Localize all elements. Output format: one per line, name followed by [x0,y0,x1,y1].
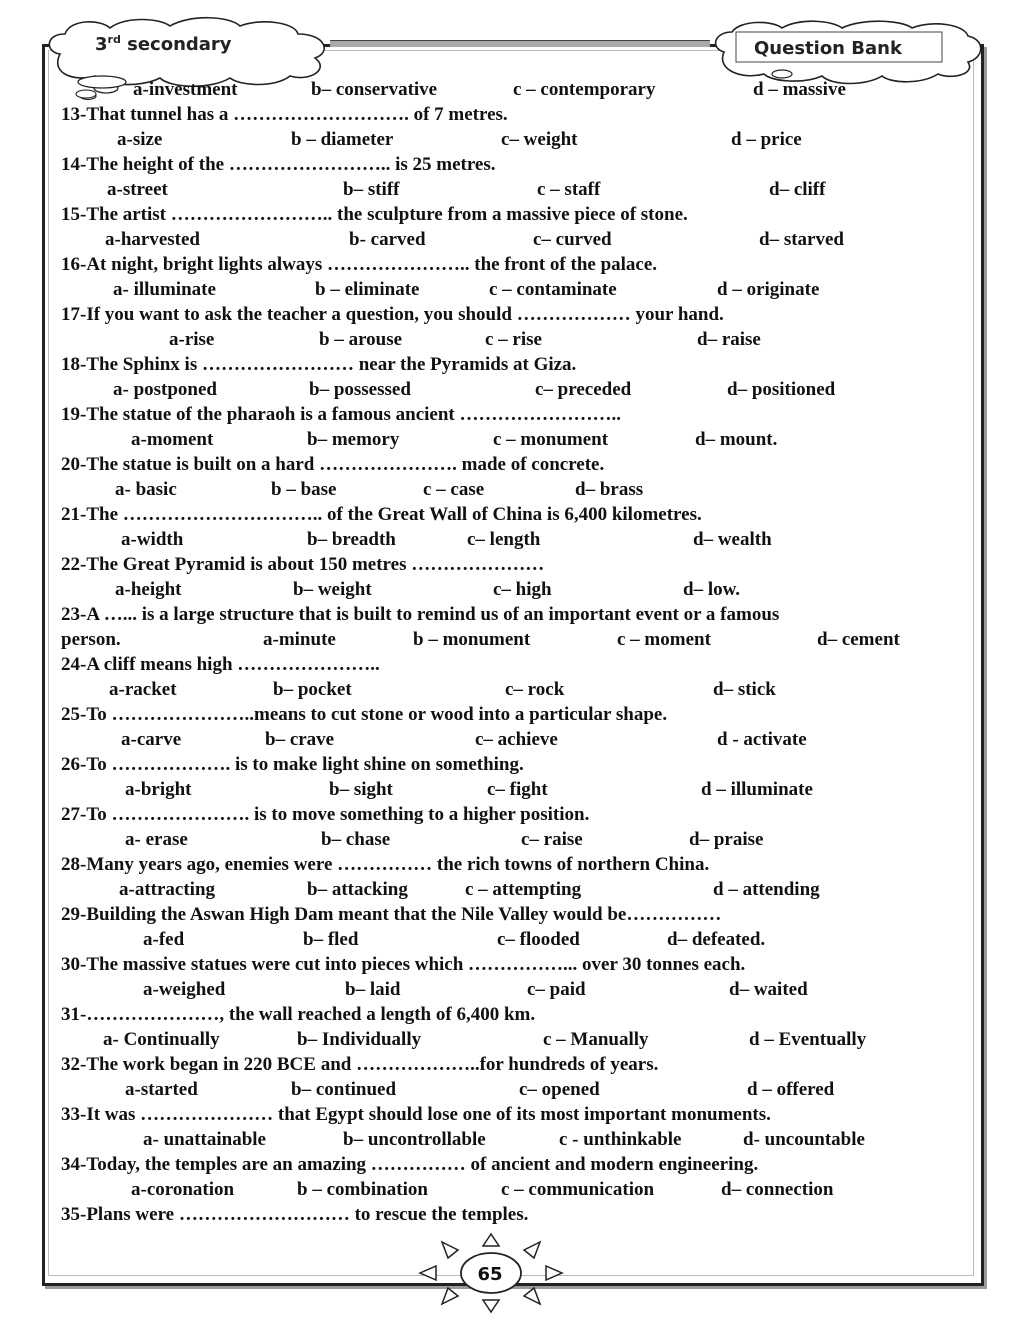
option-d[interactable]: d– praise [689,829,764,850]
option-b[interactable]: b – monument [413,629,531,650]
option-a[interactable]: a-width [121,529,184,550]
option-d[interactable]: d - activate [717,729,807,750]
grade-label: 3rd secondary [95,33,232,55]
option-b[interactable]: b– weight [293,579,372,600]
options-row [61,127,941,152]
question-text: 32-The work began in 220 BCE and ………………..for hundreds of years. [61,1054,659,1075]
option-d[interactable]: d– stick [713,679,776,700]
option-a[interactable]: a-weighed [143,979,226,1000]
option-c[interactable]: c - unthinkable [559,1129,682,1150]
option-b[interactable]: b– Individually [297,1029,422,1050]
question-text: 27-To …………………. is to move something to a higher position. [61,804,590,825]
option-b[interactable]: b- carved [349,229,426,250]
option-a[interactable]: a- postponed [113,379,217,400]
option-d[interactable]: d– mount. [695,429,778,450]
question-text: 30-The massive statues were cut into pieces which ……………... over 30 tonnes each. [61,954,746,975]
option-d[interactable]: d – offered [747,1079,835,1100]
question-text: 33-It was ………………… that Egypt should lose one of its most important monuments. [61,1104,771,1125]
option-a[interactable]: a-rise [169,329,215,350]
options-row [61,527,941,552]
question-text: 34-Today, the temples are an amazing …………… of ancient and modern engineering. [61,1154,759,1175]
option-c[interactable]: c– length [467,529,541,550]
option-b[interactable]: b– attacking [307,879,408,900]
option-c[interactable]: c– rock [505,679,565,700]
options-row [61,227,941,252]
question-text: 20-The statue is built on a hard …………………. made of concrete. [61,454,605,475]
question-text: 23-A …... is a large structure that is built to remind us of an important event or a famous [61,604,780,625]
option-d[interactable]: d– starved [759,229,844,250]
option-b[interactable]: b – arouse [319,329,403,350]
option-d[interactable]: d- uncountable [743,1129,865,1150]
question-bank-title: Question Bank [754,38,902,59]
option-d[interactable]: d – price [731,129,802,150]
option-a[interactable]: a-bright [125,779,192,800]
option-a[interactable]: a-coronation [131,1179,235,1200]
option-d[interactable]: d– connection [721,1179,834,1200]
option-c[interactable]: c – Manually [543,1029,649,1050]
question-text: 29-Building the Aswan High Dam meant that the Nile Valley would be…………… [61,904,722,925]
option-c[interactable]: c – contemporary [513,79,656,100]
question-text: 35-Plans were ……………………… to rescue the temples. [61,1204,529,1225]
option-a[interactable]: a-moment [131,429,214,450]
option-b[interactable]: b– conservative [311,79,438,100]
options-row [61,377,941,402]
option-d[interactable]: d– raise [697,329,761,350]
option-c[interactable]: c– raise [521,829,583,850]
options-row [61,477,941,502]
option-a[interactable]: a-racket [109,679,177,700]
option-b[interactable]: b– breadth [307,529,396,550]
option-c[interactable]: c– weight [501,129,578,150]
question-text: 22-The Great Pyramid is about 150 metres ………………… [61,554,545,575]
option-c[interactable]: c – attempting [465,879,582,900]
option-d[interactable]: d– cliff [769,179,826,200]
option-b[interactable]: b– crave [265,729,335,750]
question-text: 26-To ………………. is to make light shine on something. [61,754,524,775]
option-c[interactable]: c – contaminate [489,279,617,300]
options-row [61,927,941,952]
question-text: 13-That tunnel has a ………………………. of 7 metres. [61,104,508,125]
question-text: 16-At night, bright lights always ………………….. the front of the palace. [61,254,658,275]
option-d[interactable]: d – attending [713,879,820,900]
question-text: 19-The statue of the pharaoh is a famous ancient …………………….. [61,404,621,425]
question-text: 18-The Sphinx is …………………… near the Pyramids at Giza. [61,354,577,375]
option-d[interactable]: d– defeated. [667,929,766,950]
options-row [61,877,941,902]
option-c[interactable]: c– achieve [475,729,558,750]
question-text: 24-A cliff means high ………………….. [61,654,380,675]
option-b[interactable]: b– sight [329,779,393,800]
options-row [61,427,941,452]
option-c[interactable]: c– curved [533,229,612,250]
option-d[interactable]: d– wealth [693,529,772,550]
option-b[interactable]: b – diameter [291,129,394,150]
option-c[interactable]: c– opened [519,1079,600,1100]
option-b[interactable]: b– stiff [343,179,400,200]
page-number: 65 [477,1264,503,1285]
header-bar [330,40,710,47]
option-b[interactable]: b– memory [307,429,400,450]
option-d[interactable]: d – originate [717,279,820,300]
options-row [61,177,941,202]
option-c[interactable]: c– flooded [497,929,580,950]
option-b[interactable]: b– laid [345,979,401,1000]
option-d[interactable]: d – Eventually [749,1029,867,1050]
options-row [61,577,941,602]
option-a[interactable]: a-started [125,1079,198,1100]
option-c[interactable]: c– paid [527,979,586,1000]
option-b[interactable]: b– chase [321,829,391,850]
option-b[interactable]: b – base [271,479,337,500]
option-a[interactable]: a- erase [125,829,188,850]
option-a[interactable]: a-fed [143,929,185,950]
option-d[interactable]: d– low. [683,579,741,600]
question-text: 14-The height of the …………………….. is 25 metres. [61,154,496,175]
option-a[interactable]: a- Continually [103,1029,220,1050]
option-a[interactable]: a- illuminate [113,279,216,300]
option-b[interactable]: b – combination [297,1179,428,1200]
question-list [61,77,941,1227]
option-b[interactable]: b – eliminate [315,279,420,300]
option-d[interactable]: d – massive [753,79,846,100]
question-text: 21-The ………………………….. of the Great Wall of China is 6,400 kilometres. [61,504,702,525]
option-c[interactable]: c – staff [537,179,601,200]
question-text: 31-…………………, the wall reached a length of 6,400 km. [61,1004,536,1025]
options-row [61,77,941,102]
option-b[interactable]: b– uncontrollable [343,1129,486,1150]
option-a[interactable]: a-street [107,179,168,200]
option-c[interactable]: c– preceded [535,379,632,400]
option-b[interactable]: b– fled [303,929,359,950]
options-row [61,977,941,1002]
option-d[interactable]: d– cement [817,629,900,650]
option-c[interactable]: c – rise [485,329,542,350]
options-row [61,1127,941,1152]
option-b[interactable]: b– possessed [309,379,411,400]
question-text: 17-If you want to ask the teacher a question, you should ……………… your hand. [61,304,724,325]
option-c[interactable]: c – moment [617,629,711,650]
option-b[interactable]: b– continued [291,1079,397,1100]
options-row [61,777,941,802]
option-d[interactable]: d– positioned [727,379,836,400]
option-d[interactable]: d– brass [575,479,644,500]
question-text: 15-The artist …………………….. the sculpture from a massive piece of stone. [61,204,688,225]
option-a[interactable]: a- basic [115,479,177,500]
option-a[interactable]: a-investment [133,79,238,100]
options-row [61,1027,941,1052]
option-c[interactable]: c– fight [487,779,548,800]
options-row [61,727,941,752]
option-c[interactable]: c– high [493,579,552,600]
option-b[interactable]: b– pocket [273,679,352,700]
options-row [61,827,941,852]
option-a[interactable]: a-size [117,129,163,150]
option-c[interactable]: c – communication [501,1179,655,1200]
option-a[interactable]: a-minute [263,629,336,650]
option-a[interactable]: a-attracting [119,879,216,900]
option-c[interactable]: c – monument [493,429,609,450]
options-row [61,1177,941,1202]
option-a[interactable]: a-harvested [105,229,200,250]
option-a[interactable]: a- unattainable [143,1129,266,1150]
option-a[interactable]: a-carve [121,729,182,750]
option-d[interactable]: d– waited [729,979,808,1000]
options-row [61,627,941,652]
options-row [61,677,941,702]
option-lead: person. [61,629,121,650]
option-d[interactable]: d – illuminate [701,779,813,800]
options-row [61,277,941,302]
question-text: 25-To …………………..means to cut stone or wood into a particular shape. [61,704,668,725]
option-a[interactable]: a-height [115,579,182,600]
options-row [61,327,941,352]
option-c[interactable]: c – case [423,479,485,500]
question-text: 28-Many years ago, enemies were …………… the rich towns of northern China. [61,854,710,875]
options-row [61,1077,941,1102]
